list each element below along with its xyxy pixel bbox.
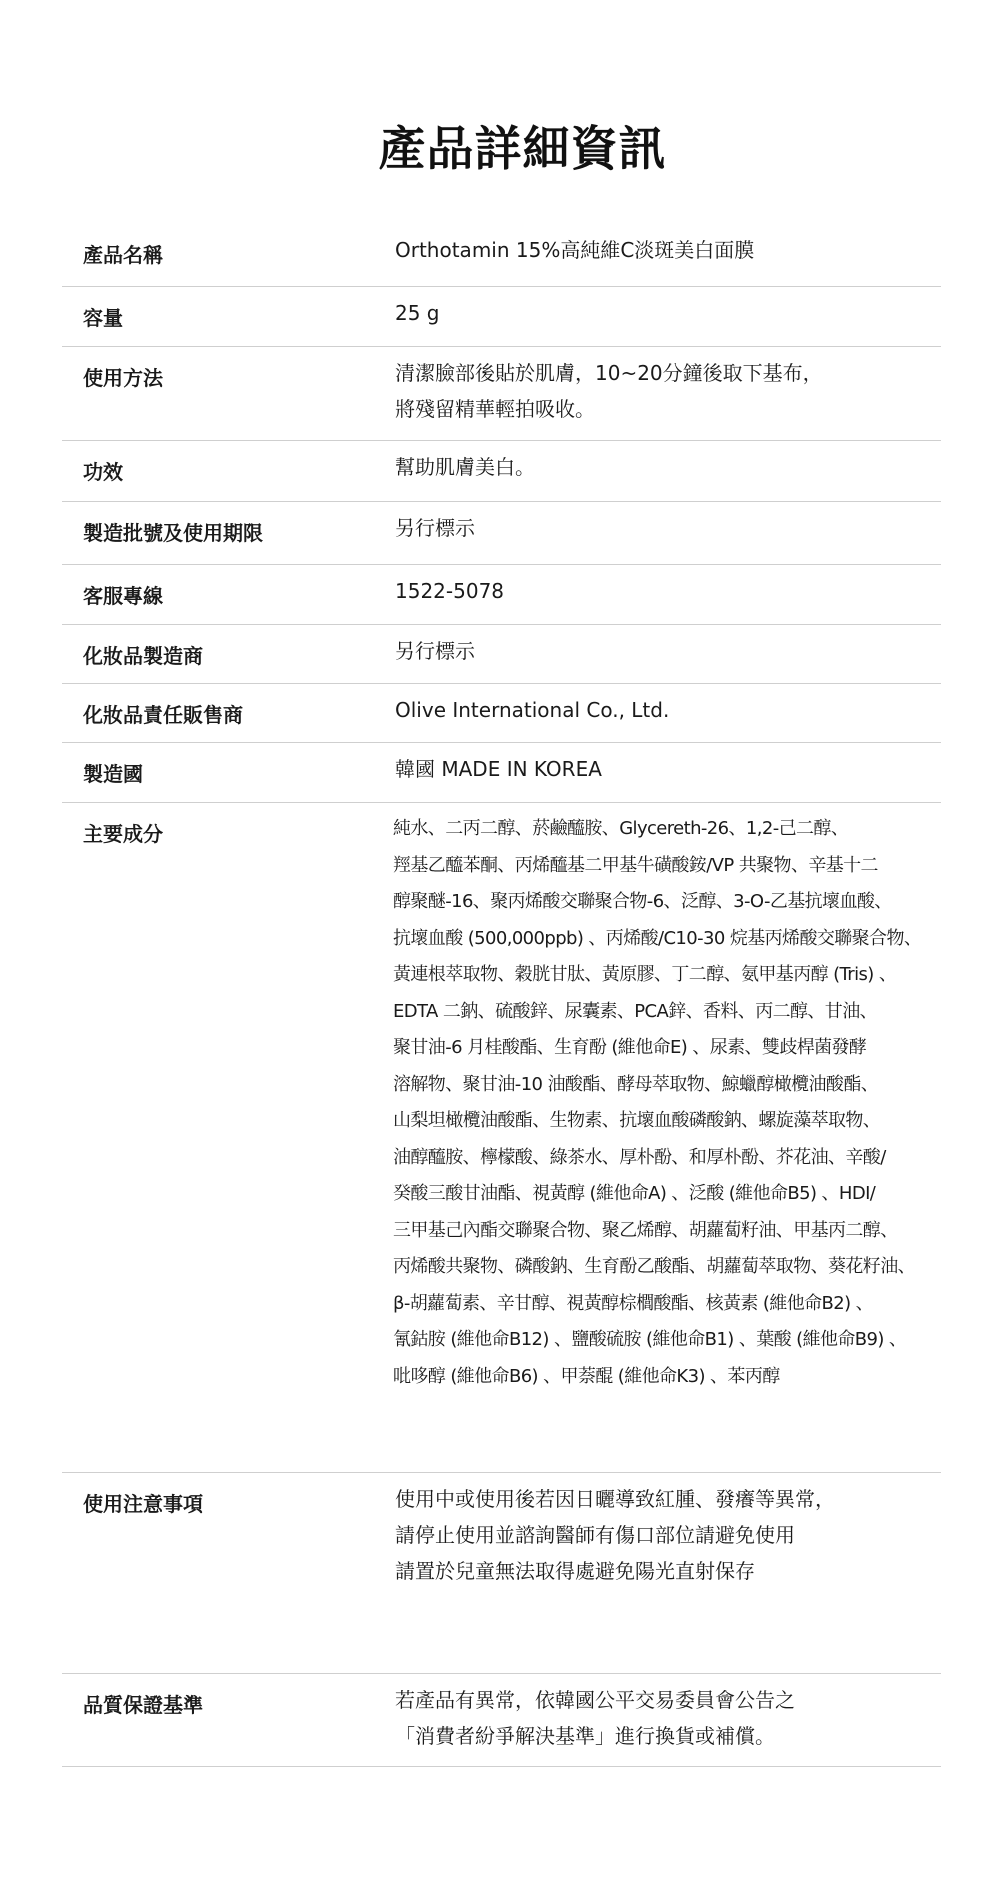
table-row-capacity [62,287,941,347]
value-line: 幫助肌膚美白。 [395,455,535,479]
row-value [395,692,669,728]
table-row-distributor [62,684,941,743]
table-row-country [62,743,941,803]
value-line: 請置於兒童無法取得處避免陽光直射保存 [395,1559,755,1583]
row-value [395,295,440,331]
row-label: 製造國 [83,762,143,786]
value-line: 黃連根萃取物、穀胱甘肽、黃原膠、丁二醇、氨甲基丙醇 (Tris) 、 [393,964,897,985]
table-row-usage [62,347,941,441]
value-line: 清潔臉部後貼於肌膚，10~20分鐘後取下基布， [395,361,823,385]
value-line: 羥基乙醯苯酮、丙烯醯基二甲基牛磺酸銨/VP 共聚物、辛基十二 [393,854,878,876]
value-line: 油醇醯胺、檸檬酸、綠茶水、厚朴酚、和厚朴酚、芥花油、辛酸/ [393,1146,886,1168]
value-line: 韓國 MADE IN KOREA [395,757,602,781]
product-info-table [62,224,941,1767]
row-label: 使用注意事項 [83,1492,203,1516]
value-line: 溶解物、聚甘油-10 油酸酯、酵母萃取物、鯨蠟醇橄欖油酸酯、 [393,1073,879,1095]
row-value [395,751,602,787]
table-row-quality-assurance [62,1674,941,1767]
value-line: 三甲基己內酯交聯聚合物、聚乙烯醇、胡蘿蔔籽油、甲基丙二醇、 [393,1219,898,1241]
value-line: 丙烯酸共聚物、磷酸鈉、生育酚乙酸酯、胡蘿蔔萃取物、葵花籽油、 [393,1256,915,1277]
row-value [395,232,754,268]
table-row-manufacturer [62,625,941,684]
row-label: 化妝品責任販售商 [83,703,243,727]
value-line: 抗壞血酸 (500,000ppb) 、丙烯酸/C10-30 烷基丙烯酸交聯聚合物、 [393,927,922,949]
row-value [395,449,535,485]
value-line: 吡哆醇 (維他命B6) 、甲萘醌 (維他命K3) 、苯丙醇 [393,1365,780,1387]
value-line: 山梨坦橄欖油酸酯、生物素、抗壞血酸磷酸鈉、螺旋藻萃取物、 [393,1110,881,1131]
table-row-product-name [62,224,941,287]
table-row-efficacy [62,441,941,502]
row-label: 容量 [83,306,123,330]
row-label: 產品名稱 [83,243,163,267]
table-row-customer-service [62,565,941,625]
row-label: 主要成分 [83,822,163,846]
table-row-precautions [62,1473,941,1674]
table-row-batch-expiry [62,502,941,565]
value-line: EDTA 二鈉、硫酸鋅、尿囊素、PCA鋅、香料、丙二醇、甘油、 [393,1000,878,1022]
value-line: 「消費者紛爭解決基準」進行換貨或補償。 [395,1724,775,1748]
row-value [395,573,504,609]
value-line: 使用中或使用後若因日曬導致紅腫、發癢等異常， [395,1487,835,1511]
page-title: 產品詳細資訊 [378,122,667,177]
row-label: 功效 [83,460,123,484]
row-value [395,1481,835,1589]
value-line: Olive International Co., Ltd. [395,698,670,722]
value-line: 另行標示 [395,639,475,663]
row-value [395,1682,795,1754]
value-line: 氰鈷胺 (維他命B12) 、鹽酸硫胺 (維他命B1) 、葉酸 (維他命B9) 、 [393,1329,907,1350]
value-line: 將殘留精華輕拍吸收。 [395,397,595,421]
value-line: 另行標示 [395,516,475,540]
value-line: 若產品有異常，依韓國公平交易委員會公告之 [395,1688,795,1712]
value-line: Orthotamin 15%高純維C淡斑美白面膜 [395,238,755,262]
value-line: β-胡蘿蔔素、辛甘醇、視黃醇棕櫚酸酯、核黃素 (維他命B2) 、 [393,1292,874,1314]
row-value [395,355,823,427]
row-label: 品質保證基準 [83,1693,203,1717]
value-line: 1522-5078 [395,579,505,603]
value-line: 醇聚醚-16、聚丙烯酸交聯聚合物-6、泛醇、3-O-乙基抗壞血酸、 [393,891,892,912]
row-value [395,510,475,546]
table-row-ingredients [62,803,941,1473]
row-label: 客服專線 [83,584,163,608]
value-line: 25 g [395,301,440,325]
value-line: 純水、二丙二醇、菸鹼醯胺、Glycereth-26、1,2-己二醇、 [393,818,849,839]
row-label: 使用方法 [83,366,163,390]
ingredients-list [393,811,921,1395]
value-line: 請停止使用並諮詢醫師有傷口部位請避免使用 [395,1523,795,1547]
row-value [395,633,475,669]
value-line: 癸酸三酸甘油酯、視黃醇 (維他命A) 、泛酸 (維他命B5) 、HDI/ [393,1183,876,1204]
row-label: 製造批號及使用期限 [83,521,263,545]
value-line: 聚甘油-6 月桂酸酯、生育酚 (維他命E) 、尿素、雙歧桿菌發酵 [393,1037,867,1058]
row-label: 化妝品製造商 [83,644,203,668]
